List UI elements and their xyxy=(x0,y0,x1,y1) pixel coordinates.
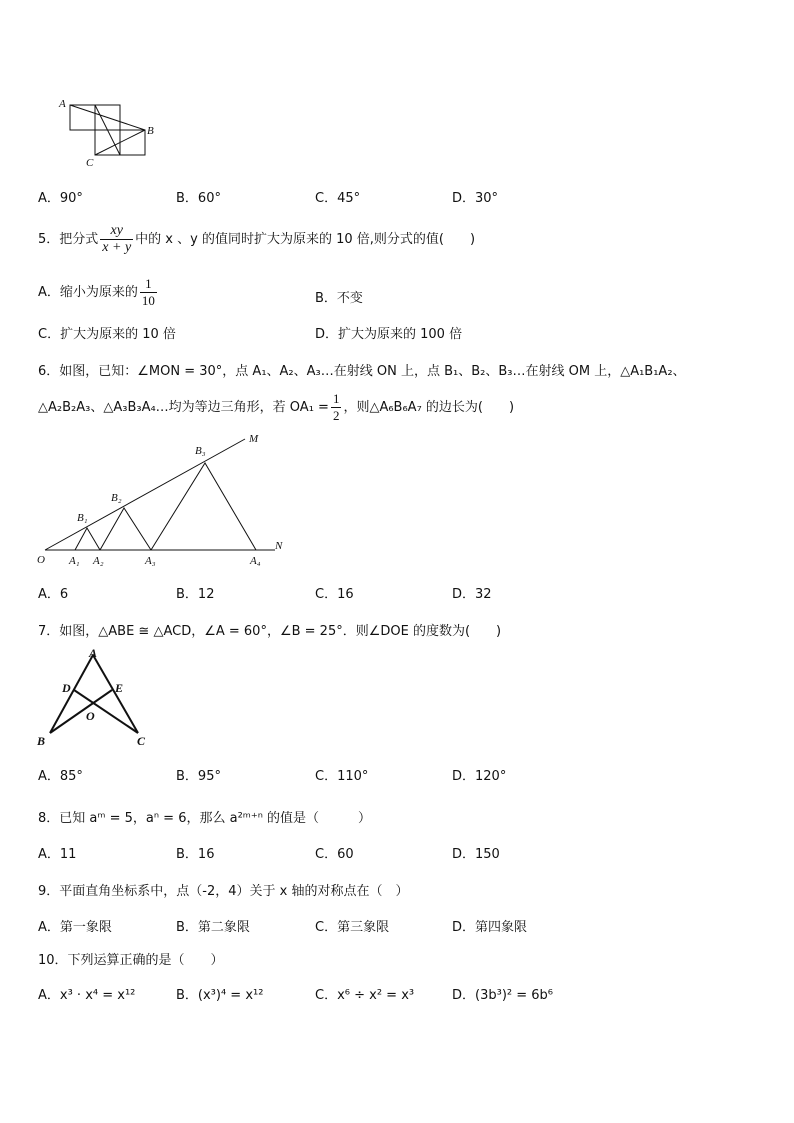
q7-option-d: D．120° xyxy=(452,769,507,784)
q7-label-E: E xyxy=(115,681,124,695)
q8-option-c: C．60 xyxy=(315,847,354,862)
q5-option-a xyxy=(38,275,159,311)
q9-option-b: B．第二象限 xyxy=(176,920,250,935)
q10-stem: 10．下列运算正确的是（ ） xyxy=(38,953,224,968)
q7-label-C: C xyxy=(137,734,146,748)
q7-option-c: C．110° xyxy=(315,769,369,784)
q6-option-b: B．12 xyxy=(176,587,215,602)
q4-option-d: D．30° xyxy=(452,191,499,206)
q6-label-O: O xyxy=(37,554,45,566)
q7-label-B: B xyxy=(37,734,46,748)
q9-option-d: D．第四象限 xyxy=(452,920,528,935)
q6-frac-num: 1 xyxy=(332,391,340,406)
q6-label-A3: A₃ xyxy=(145,555,156,567)
q10-option-d: D．(3b³)² = 6b⁶ xyxy=(452,988,553,1003)
q6-stem-line2-pre: △A₂B₂A₃、△A₃B₃A₄…均为等边三角形，若 OA₁ = xyxy=(38,400,329,415)
q4-option-b: B．60° xyxy=(176,191,221,206)
q5-option-a-num: 1 xyxy=(140,276,157,293)
q5-option-a-den: 10 xyxy=(141,293,155,308)
q7-option-b: B．95° xyxy=(176,769,221,784)
q5-option-c: C．扩大为原来的 10 倍 xyxy=(38,327,176,342)
q6-option-a: A．6 xyxy=(38,587,69,602)
q7-option-a: A．85° xyxy=(38,769,83,784)
q6-frac-den: 2 xyxy=(332,408,340,423)
q6-label-B2: B₂ xyxy=(111,492,122,504)
q8-option-b: B．16 xyxy=(176,847,215,862)
q6-label-B3: B₃ xyxy=(195,445,206,457)
q6-stem-line2 xyxy=(38,390,514,426)
q10-option-a: A．x³ · x⁴ = x¹² xyxy=(38,988,136,1003)
q4-label-B: B xyxy=(147,125,154,137)
q6-stem-line2-post: ，则△A₆B₆A₇ 的边长为( ) xyxy=(343,400,515,415)
q6-stem-line1: 6．如图，已知：∠MON = 30°，点 A₁、A₂、A₃…在射线 ON 上，点 B₁、B₂、B₃…在射线 OM 上，△A₁B₁A₂、 xyxy=(38,364,686,379)
q5-frac-num: xy xyxy=(100,223,133,240)
q4-option-a: A．90° xyxy=(38,191,83,206)
q6-label-B1: B₁ xyxy=(77,512,88,524)
q6-figure xyxy=(35,430,295,575)
q9-option-c: C．第三象限 xyxy=(315,920,390,935)
q10-option-b: B．(x³)⁴ = x¹² xyxy=(176,988,264,1003)
q5-option-a-fraction xyxy=(140,276,157,309)
q5-fraction xyxy=(100,223,133,256)
q5-option-d: D．扩大为原来的 100 倍 xyxy=(315,327,463,342)
q6-label-N: N xyxy=(275,540,283,552)
q6-fraction xyxy=(331,391,342,424)
q8-option-d: D．150 xyxy=(452,847,500,862)
q4-label-C: C xyxy=(86,157,94,169)
q6-option-c: C．16 xyxy=(315,587,354,602)
q4-figure xyxy=(55,95,165,170)
q5-stem-post: 中的 x 、y 的值同时扩大为原来的 10 倍,则分式的值( ) xyxy=(135,232,476,247)
q10-option-c: C．x⁶ ÷ x² = x³ xyxy=(315,988,415,1003)
q6-label-A1: A₁ xyxy=(69,555,80,567)
q7-label-A: A xyxy=(89,646,98,660)
q8-option-a: A．11 xyxy=(38,847,77,862)
q5-frac-den: x + y xyxy=(102,240,132,255)
q8-stem: 8．已知 aᵐ = 5，aⁿ = 6，那么 a²ᵐ⁺ⁿ 的值是（ ） xyxy=(38,811,372,826)
q6-option-d: D．32 xyxy=(452,587,492,602)
q4-label-A: A xyxy=(59,98,66,110)
q5-stem-pre: 5．把分式 xyxy=(38,232,99,247)
q9-option-a: A．第一象限 xyxy=(38,920,112,935)
q4-option-c: C．45° xyxy=(315,191,361,206)
q6-label-A4: A₄ xyxy=(250,555,261,567)
q7-label-O: O xyxy=(86,709,95,723)
q7-stem: 7．如图，△ABE ≅ △ACD，∠A = 60°，∠B = 25°．则∠DOE 的度数为( ) xyxy=(38,624,502,639)
q6-label-M: M xyxy=(249,433,259,445)
q7-label-D: D xyxy=(62,681,71,695)
q5-stem xyxy=(38,222,475,258)
q9-stem: 9．平面直角坐标系中，点（-2，4）关于 x 轴的对称点在（ ） xyxy=(38,884,409,899)
q5-option-a-pre: A．缩小为原来的 xyxy=(38,285,138,300)
q7-figure xyxy=(35,645,160,750)
q6-label-A2: A₂ xyxy=(93,555,104,567)
q5-option-b: B．不变 xyxy=(315,291,363,306)
